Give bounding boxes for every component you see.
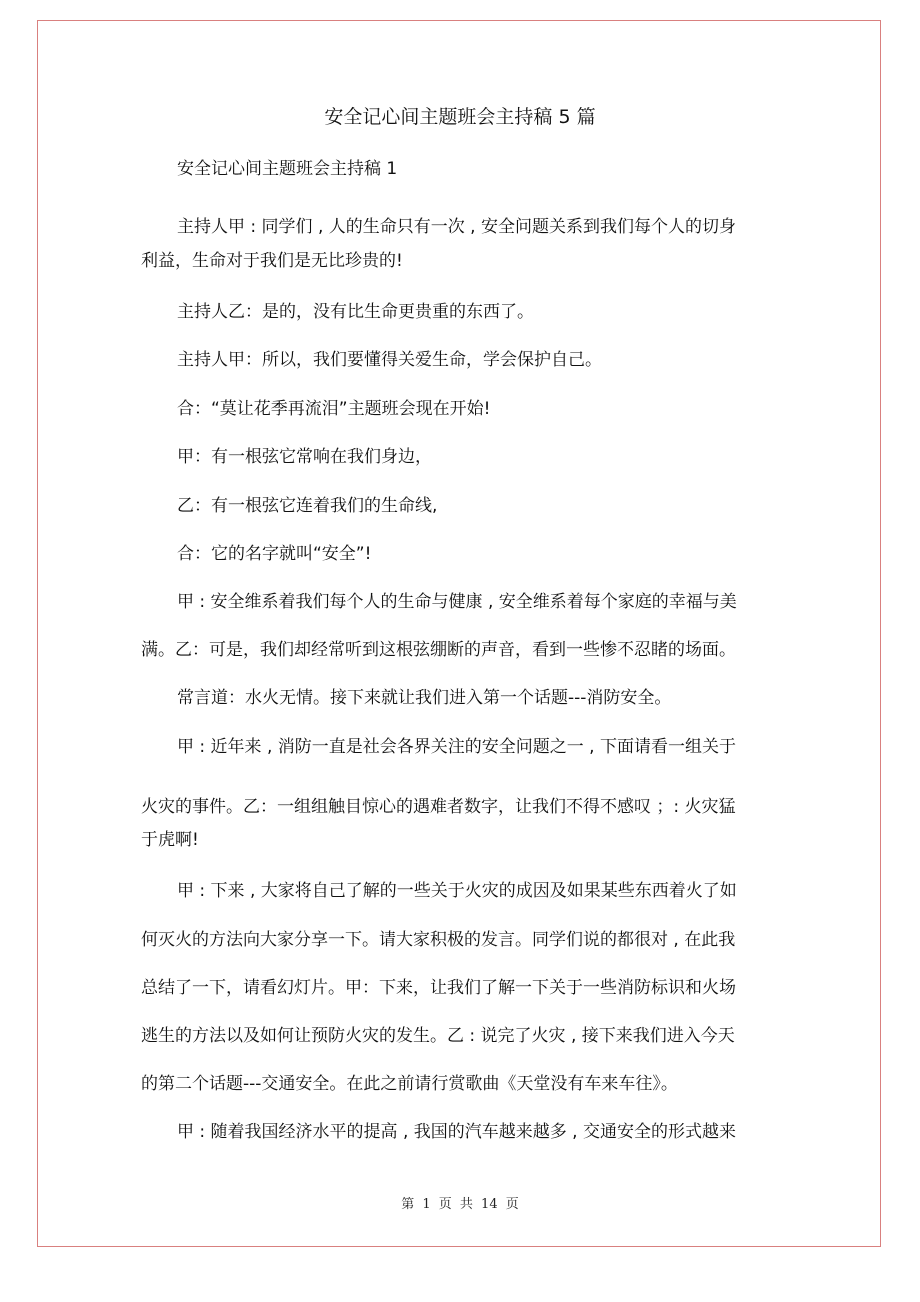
paragraph-line: 甲 : 随着我国经济水平的提高 , 我国的汽车越来越多 , 交通安全的形式越来 <box>177 1122 736 1142</box>
paragraph-line: 常言道：水火无情。接下来就让我们进入第一个话题---消防安全。 <box>177 688 672 708</box>
paragraph-line: 合：“莫让花季再流泪”主题班会现在开始! <box>177 399 491 419</box>
paragraph-line: 甲：有一根弦它常响在我们身边， <box>177 447 432 467</box>
document-title: 安全记心间主题班会主持稿 5 篇 <box>324 106 596 128</box>
page-border <box>37 20 881 1247</box>
paragraph-line: 利益，生命对于我们是无比珍贵的! <box>141 251 403 271</box>
paragraph-line: 的第二个话题---交通安全。在此之前请行赏歌曲《天堂没有车来车往》。 <box>141 1074 678 1094</box>
paragraph-line: 甲 : 安全维系着我们每个人的生命与健康 , 安全维系着每个家庭的幸福与美 <box>177 592 737 612</box>
section-title: 安全记心间主题班会主持稿 1 <box>177 159 398 179</box>
paragraph-line: 合：它的名字就叫“安全”! <box>177 544 372 564</box>
paragraph-line: 甲 : 下来 , 大家将自己了解的一些关于火灾的成因及如果某些东西着火了如 <box>177 881 737 901</box>
paragraph-line: 主持人甲 : 同学们 , 人的生命只有一次 , 安全问题关系到我们每个人的切身 <box>177 217 736 237</box>
paragraph-line: 总结了一下，请看幻灯片。甲：下来，让我们了解一下关于一些消防标识和火场 <box>141 978 736 998</box>
paragraph-line: 于虎啊! <box>141 830 199 850</box>
paragraph-line: 火灾的事件。乙：一组组触目惊心的遇难者数字，让我们不得不感叹 ；: 火灾猛 <box>141 797 736 817</box>
paragraph-line: 逃生的方法以及如何让预防火灾的发生。乙 : 说完了火灾 , 接下来我们进入今天 <box>141 1026 735 1046</box>
paragraph-line: 主持人乙：是的，没有比生命更贵重的东西了。 <box>177 302 534 322</box>
paragraph-line: 满。乙：可是，我们却经常听到这根弦绷断的声音，看到一些惨不忍睹的场面。 <box>141 640 736 660</box>
paragraph-line: 乙：有一根弦它连着我们的生命线, <box>177 496 438 516</box>
page-number-footer: 第 1 页 共 14 页 <box>401 1197 519 1212</box>
paragraph-line: 何灭火的方法向大家分享一下。请大家积极的发言。同学们说的都很对 , 在此我 <box>141 930 736 950</box>
paragraph-line: 甲 : 近年来 , 消防一直是社会各界关注的安全问题之一 , 下面请看一组关于 <box>177 737 736 757</box>
paragraph-line: 主持人甲：所以，我们要懂得关爱生命，学会保护自己。 <box>177 350 602 370</box>
